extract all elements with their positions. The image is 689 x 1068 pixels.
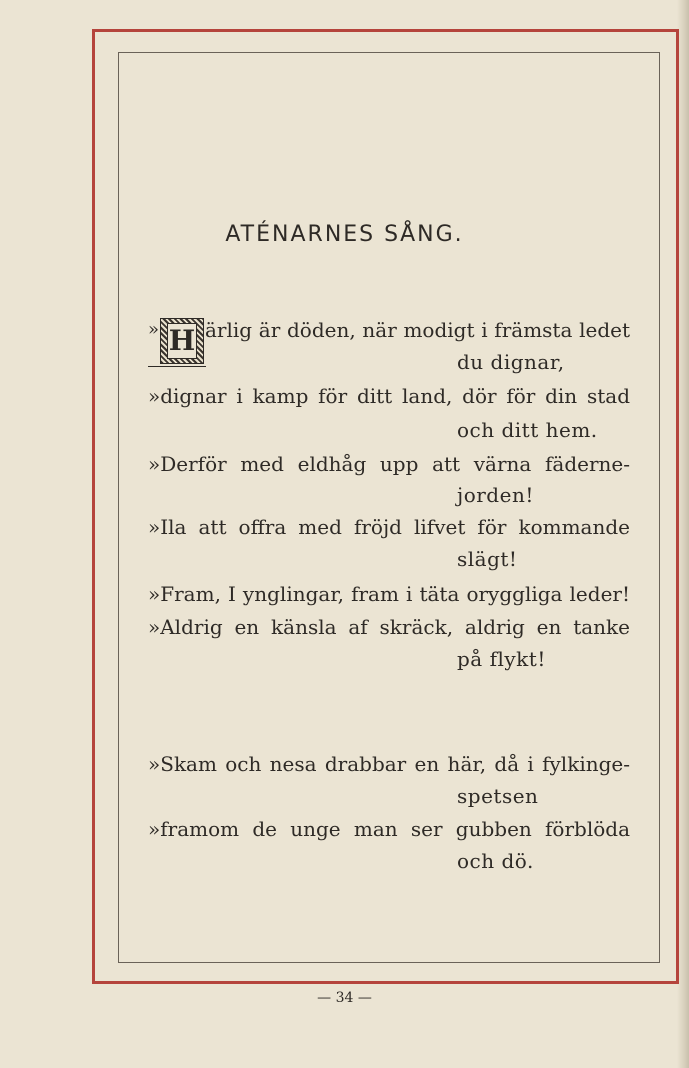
verse-line-6-continuation: på flykt! [457, 647, 546, 671]
verse-line-2-continuation: och ditt hem. [457, 418, 598, 442]
verse-line-4: »Ila att offra med fröjd lifvet för kommande [148, 515, 630, 539]
opening-quote: » [148, 319, 160, 340]
verse-line-2: »dignar i kamp för ditt land, dör för din stad [148, 384, 630, 408]
verse-line-8: »framom de unge man ser gubben förblöda [148, 817, 630, 841]
page-number: — 34 — [317, 990, 372, 1006]
verse-line-1-continuation: du dignar, [457, 350, 565, 374]
verse-line-6: »Aldrig en känsla af skräck, aldrig en tanke [148, 615, 630, 639]
verse-line-3-continuation: jorden! [457, 483, 534, 507]
verse-line-8-continuation: och dö. [457, 849, 534, 873]
verse-line-3: »Derför med eldhåg upp att värna fäderne- [148, 452, 630, 476]
verse-line-1: ärlig är döden, när modigt i främsta ledet [205, 318, 630, 342]
drop-cap-letter: H [168, 324, 196, 357]
drop-cap-rule [148, 366, 206, 367]
drop-cap-initial [160, 318, 204, 364]
verse-line-7-continuation: spetsen [457, 784, 539, 808]
verse-line-5: »Fram, I ynglingar, fram i täta oryggliga leder! [148, 582, 630, 606]
poem-title: ATÉNARNES SÅNG. [225, 222, 464, 247]
verse-line-4-continuation: slägt! [457, 547, 518, 571]
verse-line-7: »Skam och nesa drabbar en här, då i fylkinge- [148, 752, 630, 776]
